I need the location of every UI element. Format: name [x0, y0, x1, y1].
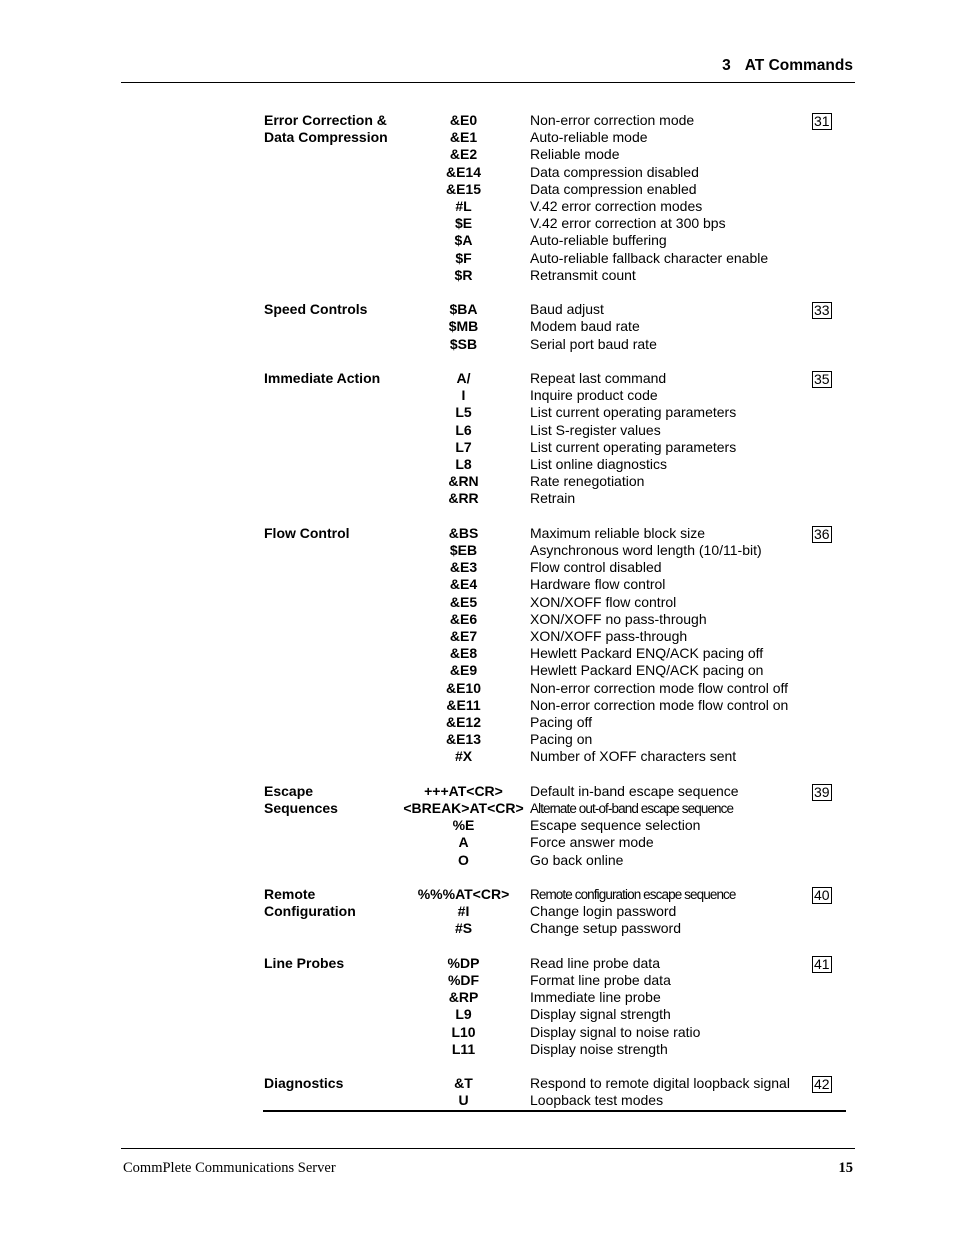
command-code: $EB [449, 542, 478, 559]
command-code: $R [454, 266, 473, 283]
page-reference[interactable]: 39 [814, 783, 830, 800]
description-column [526, 955, 802, 1058]
command-description: V.42 error correction modes [530, 198, 703, 215]
command-group [263, 886, 846, 938]
command-code: &E10 [445, 679, 482, 696]
chapter-heading [722, 57, 853, 75]
command-code: &E14 [445, 163, 482, 180]
command-description: Hewlett Packard ENQ/ACK pacing on [530, 662, 764, 679]
page-reference[interactable]: 33 [814, 302, 830, 319]
command-description: Data compression enabled [530, 180, 697, 197]
page-number: 15 [838, 1160, 853, 1176]
command-code: A [458, 834, 469, 851]
command-group [263, 370, 846, 508]
command-description: Retrain [530, 490, 576, 507]
command-code: &E12 [445, 714, 482, 731]
command-column [401, 886, 526, 938]
command-code: &RN [448, 473, 479, 490]
group-title [263, 955, 401, 1058]
group-title-line: Data Compression [264, 129, 388, 146]
group-title-line: Line Probes [264, 954, 345, 971]
group-title-line: Sequences [264, 800, 338, 817]
page-ref-column [802, 955, 846, 1058]
command-code: &E8 [449, 645, 478, 662]
command-description: XON/XOFF pass-through [530, 628, 688, 645]
page-reference[interactable]: 41 [814, 955, 830, 972]
command-code: #S [454, 920, 473, 937]
command-description: Display noise strength [530, 1040, 668, 1057]
command-code: &RP [448, 989, 479, 1006]
group-title [263, 886, 401, 938]
command-code: &E5 [449, 593, 478, 610]
command-code: $A [454, 232, 473, 249]
command-description: Data compression disabled [530, 163, 699, 180]
command-code: L11 [451, 1040, 476, 1057]
command-description: Read line probe data [530, 954, 660, 971]
command-description: Retransmit count [530, 266, 636, 283]
command-code: L6 [455, 421, 472, 438]
command-code: %%%AT<CR> [417, 886, 510, 903]
command-description: Rate renegotiation [530, 473, 645, 490]
command-description: Alternate out-of-band escape sequence [530, 801, 734, 817]
group-title-line: Immediate Action [264, 370, 381, 387]
command-code: %DP [447, 954, 480, 971]
page-footer [121, 1148, 855, 1176]
command-description: Number of XOFF characters sent [530, 748, 737, 765]
group-title [263, 1075, 401, 1109]
command-code: &E13 [445, 731, 482, 748]
page-ref-column [802, 783, 846, 869]
description-column [526, 112, 802, 284]
command-code: $BA [449, 301, 478, 318]
command-column [401, 525, 526, 766]
command-code: U [458, 1092, 469, 1109]
command-description: Asynchronous word length (10/11-bit) [530, 542, 762, 559]
command-code: #X [454, 748, 473, 765]
command-group [263, 525, 846, 766]
command-column [401, 955, 526, 1058]
command-description: Auto-reliable fallback character enable [530, 249, 769, 266]
page-ref-column [802, 886, 846, 938]
command-description: Display signal to noise ratio [530, 1023, 701, 1040]
page-reference[interactable]: 31 [814, 113, 830, 129]
command-description: Serial port baud rate [530, 335, 657, 352]
command-description: Maximum reliable block size [530, 524, 706, 541]
page-ref-column [802, 370, 846, 508]
command-description: Modem baud rate [530, 318, 640, 335]
group-title [263, 783, 401, 869]
command-code: &BS [448, 524, 479, 541]
command-description: Change login password [530, 903, 677, 920]
command-description: Auto-reliable buffering [530, 232, 667, 249]
command-group [263, 783, 846, 869]
command-description: List current operating parameters [530, 438, 737, 455]
command-description: Immediate line probe [530, 989, 661, 1006]
command-code: L10 [451, 1023, 476, 1040]
command-code: L9 [455, 1006, 472, 1023]
command-code: &T [454, 1075, 473, 1092]
command-code: &E0 [449, 112, 478, 128]
command-description: Display signal strength [530, 1006, 671, 1023]
command-description: Non-error correction mode flow control off [530, 679, 789, 696]
page-header [121, 56, 855, 83]
command-code: $SB [449, 335, 478, 352]
command-summary-table [263, 112, 846, 1112]
command-group [263, 112, 846, 284]
command-description: Change setup password [530, 920, 681, 937]
command-description: Reliable mode [530, 146, 620, 163]
command-code: <BREAK>AT<CR> [403, 800, 524, 817]
command-code: O [458, 851, 469, 868]
command-description: List current operating parameters [530, 404, 737, 421]
command-description: Pacing on [530, 731, 593, 748]
command-code: +++AT<CR> [424, 782, 503, 799]
command-code: &E15 [445, 180, 482, 197]
command-code: %DF [447, 972, 480, 989]
command-column [401, 301, 526, 353]
command-column [401, 1075, 526, 1109]
command-description: Loopback test modes [530, 1092, 664, 1109]
command-description: Non-error correction mode [530, 112, 695, 128]
command-description: Baud adjust [530, 301, 604, 318]
command-group [263, 955, 846, 1058]
footer-title: CommPlete Communications Server [123, 1160, 336, 1176]
page-ref-column [802, 525, 846, 766]
command-description: Repeat last command [530, 370, 667, 387]
command-code: %E [452, 817, 475, 834]
command-column [401, 112, 526, 284]
command-description: Hewlett Packard ENQ/ACK pacing off [530, 645, 764, 662]
command-code: &E6 [449, 610, 478, 627]
command-description: List online diagnostics [530, 456, 667, 473]
command-description: Auto-reliable mode [530, 129, 648, 146]
group-title [263, 112, 401, 284]
command-code: #I [457, 903, 470, 920]
command-description: Inquire product code [530, 387, 658, 404]
description-column [526, 301, 802, 353]
command-description: Escape sequence selection [530, 817, 701, 834]
chapter-number: 3 [722, 57, 731, 74]
command-code: $F [455, 249, 472, 266]
page-ref-column [802, 1075, 846, 1109]
command-description: Format line probe data [530, 972, 671, 989]
group-title-line: Error Correction & [264, 112, 387, 128]
command-code: &E9 [449, 662, 478, 679]
group-title [263, 301, 401, 353]
page-ref-column [802, 301, 846, 353]
command-code: L8 [455, 456, 472, 473]
command-description: Respond to remote digital loopback signal [530, 1075, 790, 1092]
command-code: I [461, 387, 466, 404]
page-reference[interactable]: 35 [814, 371, 830, 388]
command-code: A/ [456, 370, 471, 387]
command-code: &E1 [449, 129, 478, 146]
group-title-line: Escape [264, 782, 314, 799]
command-code: #L [455, 198, 472, 215]
command-code: &E7 [449, 628, 478, 645]
command-code: &E2 [449, 146, 478, 163]
command-description: Default in-band escape sequence [530, 782, 739, 799]
group-title-line: Speed Controls [264, 301, 368, 318]
description-column [526, 370, 802, 508]
command-description: XON/XOFF no pass-through [530, 610, 707, 627]
command-description: Go back online [530, 851, 624, 868]
command-description: Hardware flow control [530, 576, 666, 593]
command-description: List S-register values [530, 421, 661, 438]
command-column [401, 370, 526, 508]
description-column [526, 886, 802, 938]
description-column [526, 525, 802, 766]
chapter-title: AT Commands [744, 57, 853, 74]
command-description: Flow control disabled [530, 559, 662, 576]
command-column [401, 783, 526, 869]
page-reference[interactable]: 36 [814, 525, 830, 542]
page-reference[interactable]: 40 [814, 887, 830, 904]
command-code: &E3 [449, 559, 478, 576]
group-title-line: Flow Control [264, 524, 350, 541]
command-code: $E [454, 215, 473, 232]
command-code: $MB [448, 318, 479, 335]
command-description: V.42 error correction at 300 bps [530, 215, 726, 232]
command-description: Non-error correction mode flow control on [530, 696, 789, 713]
description-column [526, 1075, 802, 1109]
command-code: &RR [448, 490, 479, 507]
command-group [263, 1075, 846, 1109]
group-title [263, 370, 401, 508]
page-ref-column [802, 112, 846, 284]
command-code: &E11 [446, 696, 481, 713]
command-description: XON/XOFF flow control [530, 593, 677, 610]
page-reference[interactable]: 42 [814, 1076, 830, 1093]
description-column [526, 783, 802, 869]
command-code: L5 [455, 404, 472, 421]
command-description: Pacing off [530, 714, 593, 731]
group-title-line: Diagnostics [264, 1075, 344, 1092]
command-code: &E4 [449, 576, 478, 593]
command-group [263, 301, 846, 353]
command-description: Force answer mode [530, 834, 654, 851]
command-code: L7 [455, 438, 472, 455]
group-title [263, 525, 401, 766]
group-title-line: Remote [264, 886, 316, 903]
group-title-line: Configuration [264, 903, 356, 920]
command-description: Remote configuration escape sequence [530, 887, 736, 903]
